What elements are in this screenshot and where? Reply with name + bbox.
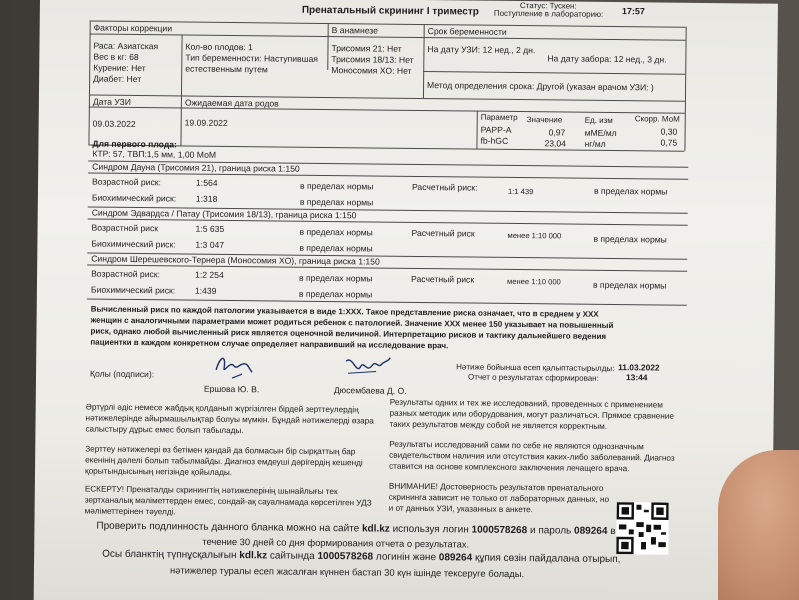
param-mom: 0,30 xyxy=(660,126,678,137)
pregnancy-type: Тип беременности: Наступившая xyxy=(185,52,319,64)
formed-date: 11.03.2022 xyxy=(618,362,660,373)
calc-risk-status: в пределах нормы xyxy=(593,233,667,245)
table-border xyxy=(87,265,687,272)
uzi-date-value: 09.03.2022 xyxy=(92,118,136,130)
verify-text: құпия сөзін пайдалана отырып, xyxy=(474,552,621,566)
table-border xyxy=(89,107,685,114)
col-value: Значение xyxy=(526,115,563,125)
site-link[interactable]: kdl.kz xyxy=(239,550,268,562)
calc-risk-value: менее 1:10 000 xyxy=(506,276,561,287)
ru-disclaimer-2: Результаты исследований сами по себе не являются однозначным свидетельством наличия или отсутствия каких-либо заболеваний. Диагноз ставится на основе комплексного заключения лечащего врача. xyxy=(389,439,675,473)
term-method: Метод определения срока: Другой (указан врачом УЗИ: ) xyxy=(427,80,654,93)
table-border xyxy=(88,21,90,145)
verify-line-ru xyxy=(96,521,615,539)
age-risk-status: в пределах нормы xyxy=(299,226,373,238)
pregnancy-type-cont: естественным путем xyxy=(185,63,268,75)
table-border xyxy=(90,34,686,41)
col-unit: Ед. изм xyxy=(584,115,613,126)
anamnesis-title: В анамнезе xyxy=(331,25,379,36)
ru-disclaimer-3: ВНИМАНИЕ! Достоверность результатов пренатального скрининга зависит не только от лабораторных данных, но и от данных УЗИ, указанных в анкете. xyxy=(388,481,610,514)
age-risk-status: в пределах нормы xyxy=(299,180,374,192)
uzi-date-label: Дата УЗИ xyxy=(92,96,132,107)
syndrome-title: Синдром Дауна (Трисомия 21), граница риска 1:150 xyxy=(92,161,300,174)
verify-text: и пароль xyxy=(529,525,572,537)
corrections-title: Факторы коррекции xyxy=(93,22,173,34)
login-value: 1000578268 xyxy=(317,550,374,563)
age-risk-value: 1:564 xyxy=(196,177,218,188)
syndrome-title: Синдром Эдвардса / Патау (Трисомия 18/13), граница риска 1:150 xyxy=(91,207,357,221)
calc-risk-value: 1:1 439 xyxy=(507,186,534,197)
table-border xyxy=(89,95,685,102)
site-link[interactable]: kdl.kz xyxy=(361,523,390,535)
term-title: Срок беременности xyxy=(427,26,507,37)
param-mom: 0,75 xyxy=(660,137,678,148)
page-title: Пренатальный скрининг I триместр xyxy=(301,4,479,18)
received-label: Поступление в лабораторию: xyxy=(493,8,604,19)
bio-risk-status: в пределах нормы xyxy=(298,288,373,300)
risk-note-line: женщин с аналогичными параметрами может родиться ребенок с патологией. Значение XXX менее 150 указывает на повышенный xyxy=(90,315,614,331)
table-border xyxy=(88,219,688,226)
anamnesis-mono: Моносомия XO: Нет xyxy=(331,65,412,76)
signatures-label: Қолы (подписи): xyxy=(89,368,155,380)
bio-risk-value: 1:318 xyxy=(195,193,218,204)
signer-name: Ершова Ю. В. xyxy=(203,383,260,395)
col-param: Параметр xyxy=(480,112,518,123)
formed-label-ru: Отчет о результатах сформирован: xyxy=(467,372,599,383)
age-risk-label: Возрастной риск: xyxy=(92,176,161,188)
bio-risk-label: Биохимический риск: xyxy=(90,284,176,296)
param-value: 0,97 xyxy=(548,127,566,138)
verify-text: используя логин xyxy=(392,523,469,536)
param-name: fb-hGC xyxy=(480,135,509,146)
first-fetus-title: Для первого плода: xyxy=(92,138,178,150)
verify-line-ru-2: течение 30 дней со дня формирования отчета о результатах. xyxy=(202,535,470,550)
calc-risk-label: Расчетный риск xyxy=(411,273,475,285)
param-unit: мМЕ/мл xyxy=(584,127,617,139)
calc-risk-label: Расчетный риск xyxy=(411,227,475,239)
table-border xyxy=(423,24,425,98)
table-border xyxy=(180,34,182,145)
table-border xyxy=(90,21,686,28)
table-border xyxy=(88,173,688,180)
age-risk-status: в пределах нормы xyxy=(299,272,373,284)
diabetes: Диабет: Нет xyxy=(93,73,142,85)
bio-risk-value: 1:439 xyxy=(194,285,217,296)
param-value: 23,04 xyxy=(544,138,567,149)
login-value: 1000578268 xyxy=(471,524,528,537)
verify-text: логинін және xyxy=(375,551,437,564)
risk-note-line: риск, однако любой вычисленный риск является оценочной величиной. Интерпретацию рисков и тактику дальнейшего ведения xyxy=(90,326,607,341)
received-time: 17:57 xyxy=(621,6,645,17)
risk-note-line: Вычисленный риск по каждой патологии указывается в виде 1:XXX. Такое представление риска означает, что в среднем у XXX xyxy=(90,304,599,319)
term-uzi: На дату УЗИ: 12 нед., 2 дн. xyxy=(427,44,536,56)
due-date-value: 19.09.2022 xyxy=(184,117,228,128)
table-border xyxy=(476,111,477,149)
verify-text: Осы бланктің түпнұсқалығын xyxy=(102,548,237,562)
bio-risk-status: в пределах нормы xyxy=(299,196,374,208)
table-border xyxy=(684,27,686,151)
status-label: Статус: Тускен: xyxy=(519,1,577,11)
due-date-label: Ожидаемая дата родов xyxy=(184,97,279,109)
password-value: 089264 xyxy=(574,525,608,537)
bio-risk-label: Биохимический риск: xyxy=(91,192,177,204)
password-value: 089264 xyxy=(438,552,473,564)
thumb xyxy=(718,450,799,600)
calc-risk-status: в пределах нормы xyxy=(592,279,667,291)
formed-label-kz: Нәтиже бойынша есеп қалыптастырылды: xyxy=(456,362,615,374)
verify-text: сайтында xyxy=(269,550,315,562)
risk-note-line: пациентки в каждом конкретном случае определяет направивший на исследование врач. xyxy=(90,337,449,351)
race: Раса: Азиатская xyxy=(93,40,159,52)
verify-text: в xyxy=(610,526,616,538)
kz-disclaimer-2: Зерттеу нәтижелері өз бетімен қандай да болмасын бір сырқаттың бар екенінің дәлелі болып табылмайды. Диагноз емдеуші дәрігердің кешенді қорытындысының негізінде қойылады. xyxy=(84,444,363,477)
fetus-count: Кол-во плодов: 1 xyxy=(185,41,253,53)
param-unit: нг/мл xyxy=(584,138,606,149)
col-mom: Скорр. МоМ xyxy=(634,114,680,124)
calc-risk-label: Расчетный риск: xyxy=(411,181,478,193)
first-fetus-line: КТР: 57, ТВП:1,5 мм, 1,00 МоМ xyxy=(92,148,217,160)
calc-risk-status: в пределах нормы xyxy=(593,185,668,197)
table-border xyxy=(327,23,328,70)
kz-disclaimer-3: ЕСКЕРТУ! Пренаталды скринингтің нәтижелерінің шынайлығы тек зертханалық мәліметтерден емес, сондай-ақ сауалнамада көрсетілген УДЗ мәліметтерінен тәуелді. xyxy=(84,484,372,517)
verify-text: Проверить подлинность данного бланка можно на сайте xyxy=(96,520,360,535)
calc-risk-value: менее 1:10 000 xyxy=(507,230,562,241)
signer-name: Дюсембаева Д. О. xyxy=(333,385,407,396)
signature-1 xyxy=(212,350,256,380)
bio-risk-status: в пределах нормы xyxy=(299,242,373,254)
bio-risk-label: Биохимический риск: xyxy=(91,238,176,250)
anamnesis-t18: Трисомия 18/13: Нет xyxy=(331,54,414,65)
age-risk-label: Возрастной риск xyxy=(91,222,159,234)
age-risk-value: 1:2 254 xyxy=(195,269,224,280)
anamnesis-t21: Трисомия 21: Нет xyxy=(331,43,402,54)
param-name: PAPP-A xyxy=(480,124,512,135)
smoking: Курение: Нет xyxy=(93,62,146,74)
table-border xyxy=(423,71,685,75)
syndrome-title: Синдром Шерешевского-Тернера (Моносомия XO), граница риска 1:150 xyxy=(91,253,380,267)
qr-code xyxy=(616,502,669,555)
term-sample: На дату забора: 12 нед., 3 дн. xyxy=(547,53,667,65)
bio-risk-value: 1:3 047 xyxy=(195,239,225,250)
ru-disclaimer-1: Результаты одних и тех же исследований, проведенных с применением разных методик или оборудования, могут различаться. Прямое сравнение таких результатов между собой не является корректным. xyxy=(389,397,674,431)
kz-disclaimer-1: Әртүрлі әдіс немесе жабдық қолданып жүргізілген бірдей зерттеулердің нәтижелерінде айырмашылықтар болуы мүмкін. Бұндай нәтижелерді өзара салыстыру дұрыс емес болып табылады. xyxy=(85,402,374,435)
age-risk-label: Возрастной риск: xyxy=(91,268,161,280)
verify-line-kz-2: нәтижелер туралы есеп жасалған күннен бастап 30 күн ішінде тексеруге болады. xyxy=(169,564,525,580)
signature-2 xyxy=(342,351,392,382)
age-risk-value: 1:5 635 xyxy=(195,223,225,234)
report-sheet xyxy=(34,0,778,600)
weight: Вес в кг: 68 xyxy=(93,51,139,63)
formed-time: 13:44 xyxy=(625,372,648,383)
